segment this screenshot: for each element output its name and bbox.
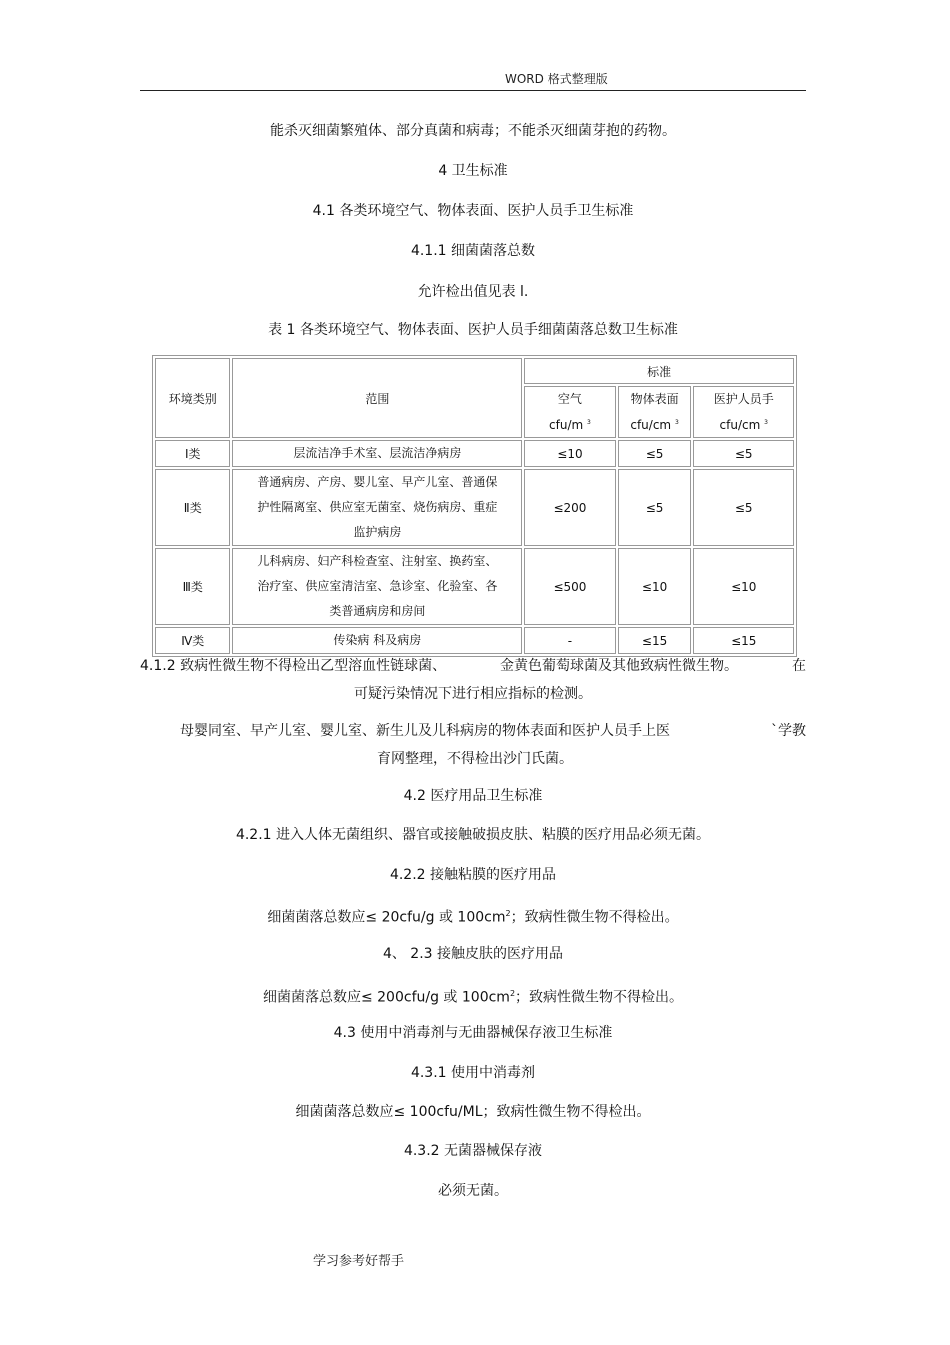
section-4-2-heading: 4.2 医疗用品卫生标准 xyxy=(403,788,543,804)
row-surface: ≤15 xyxy=(618,627,692,654)
row-air: ≤500 xyxy=(524,548,616,625)
page-header xyxy=(140,60,806,91)
section-4-3-2-heading: 4.3.2 无菌器械保存液 xyxy=(403,1143,543,1159)
pmy-part1: 母婴同室、早产儿室、婴儿室、新生儿及儿科病房的物体表面和医护人员手上医 xyxy=(180,723,670,739)
header-surface-unit: cfu/cm $^3$ xyxy=(630,418,679,432)
row-hands: ≤5 xyxy=(693,440,794,467)
header-hands-label: 医护人员手 xyxy=(713,392,774,406)
section-4-3-2-text: 必须无菌。 xyxy=(438,1183,508,1199)
header-surface-label: 物体表面 xyxy=(630,392,679,406)
row-category: Ⅰ类 xyxy=(155,440,230,467)
row-range: 传染病 科及病房 xyxy=(232,627,522,654)
header-title: WORD 格式整理版 xyxy=(505,72,608,86)
header-air-unit: cfu/m $^3$ xyxy=(549,418,591,432)
section-4-1-1-heading: 4.1.1 细菌菌落总数 xyxy=(410,243,536,259)
section-4-2-2-text: 细菌菌落总数应≤ 20cfu/g 或 $100cm^2$；致病性微生物不得检出。 xyxy=(267,909,679,926)
section-4-heading: 4 卫生标准 xyxy=(438,163,508,179)
section-4-2-3-heading: 4、 2.3 接触皮肤的医疗用品 xyxy=(382,946,564,962)
header-surface xyxy=(618,386,692,438)
table-row xyxy=(155,469,794,546)
section-4-3-1-heading: 4.3.1 使用中消毒剂 xyxy=(410,1065,536,1081)
row-range: 儿科病房、妇产科检查室、注射室、换药室、 治疗室、供应室清洁室、急诊室、化验室、各 类普通病房和房间 xyxy=(232,548,522,625)
section-4-1-heading: 4.1 各类环境空气、物体表面、医护人员手卫生标准 xyxy=(312,203,634,219)
page-footer: 学习参考好帮手 xyxy=(313,1254,405,1269)
standards-table xyxy=(152,355,797,657)
table-reference-text: 允许检出值见表 l. xyxy=(417,284,529,300)
p412-part3: 在 xyxy=(791,658,806,674)
row-category: Ⅳ类 xyxy=(155,627,230,654)
header-standard: 标准 xyxy=(524,358,794,384)
p412-part1: 4.1.2 致病性微生物不得检出乙型溶血性链球菌、 xyxy=(140,658,447,674)
row-hands: ≤10 xyxy=(693,548,794,625)
table-caption: 表 1 各类环境空气、物体表面、医护人员手细菌菌落总数卫生标准 xyxy=(268,322,678,338)
paragraph-4-1-2 xyxy=(140,652,806,708)
header-air xyxy=(524,386,616,438)
row-hands: ≤15 xyxy=(693,627,794,654)
pmy-line2: 育网整理，不得检出沙门氏菌。 xyxy=(377,751,573,767)
pmy-part2: `学教 xyxy=(771,723,806,739)
header-category: 环境类别 xyxy=(155,358,230,438)
paragraph-mother-infant xyxy=(180,717,806,773)
table-row xyxy=(155,440,794,467)
row-surface: ≤5 xyxy=(618,440,692,467)
row-air: ≤10 xyxy=(524,440,616,467)
header-range: 范围 xyxy=(232,358,522,438)
header-hands-unit: cfu/cm $^3$ xyxy=(719,418,768,432)
section-4-2-1-text: 4.2.1 进入人体无菌组织、器官或接触破损皮肤、粘膜的医疗用品必须无菌。 xyxy=(235,827,711,843)
table-row xyxy=(155,548,794,625)
row-surface: ≤5 xyxy=(618,469,692,546)
p412-line2: 可疑污染情况下进行相应指标的检测。 xyxy=(354,686,592,702)
header-air-label: 空气 xyxy=(557,392,582,406)
section-4-2-2-heading: 4.2.2 接触粘膜的医疗用品 xyxy=(389,867,557,883)
row-hands: ≤5 xyxy=(693,469,794,546)
row-category: Ⅲ类 xyxy=(155,548,230,625)
p412-part2: 金黄色葡萄球菌及其他致病性微生物。 xyxy=(500,658,739,674)
row-range: 层流洁净手术室、层流洁净病房 xyxy=(232,440,522,467)
table-row xyxy=(155,627,794,654)
table-header-row xyxy=(155,358,794,384)
header-hands xyxy=(693,386,794,438)
row-category: Ⅱ类 xyxy=(155,469,230,546)
row-surface: ≤10 xyxy=(618,548,692,625)
section-4-2-3-text: 细菌菌落总数应≤ 200cfu/g 或 $100cm^2$；致病性微生物不得检出。 xyxy=(262,989,684,1006)
intro-text: 能杀灭细菌繁殖体、部分真菌和病毒；不能杀灭细菌芽抱的药物。 xyxy=(270,123,676,139)
section-4-3-1-text: 细菌菌落总数应≤ 100cfu/ML；致病性微生物不得检出。 xyxy=(295,1104,651,1120)
row-air: ≤200 xyxy=(524,469,616,546)
row-range: 普通病房、产房、婴儿室、早产儿室、普通保 护性隔离室、供应室无菌室、烧伤病房、重症 监护病房 xyxy=(232,469,522,546)
row-air: - xyxy=(524,627,616,654)
section-4-3-heading: 4.3 使用中消毒剂与无曲器械保存液卫生标准 xyxy=(333,1025,613,1041)
